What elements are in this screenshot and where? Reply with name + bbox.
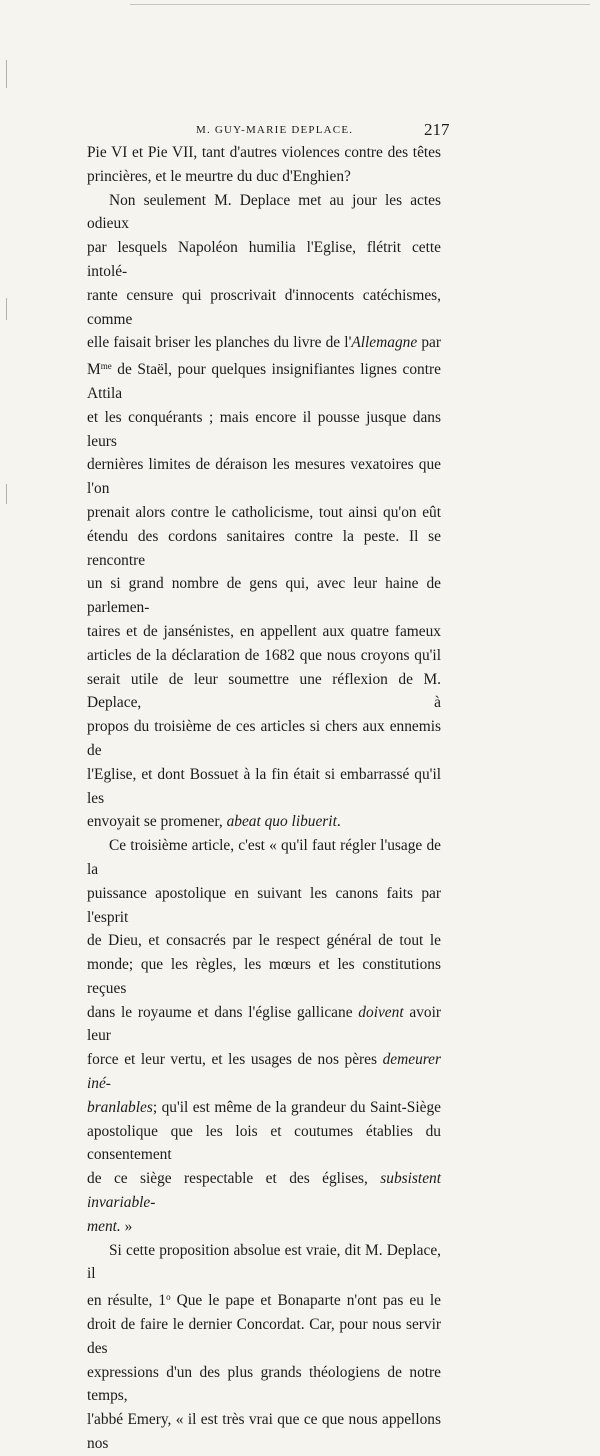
paragraph — [87, 834, 441, 1239]
text-line: Non seulement M. Deplace met au jour les actes odieux — [87, 191, 441, 233]
text-line: branlables; qu'il est même de la grandeur du Saint-Siège — [87, 1098, 441, 1116]
text-line: droit de faire le dernier Concordat. Car, pour nous servir des — [87, 1316, 441, 1357]
text-line: puissance apostolique en suivant les canons faits par l'esprit — [87, 884, 441, 926]
body-text — [87, 141, 441, 1456]
gutter-mark — [6, 298, 7, 320]
scan-edge-line — [130, 4, 590, 5]
text-line: de Dieu, et consacrés par le respect général de tout le — [87, 932, 441, 950]
text-line: articles de la déclaration de 1682 que nous croyons qu'il — [87, 646, 441, 664]
text-line: et les conquérants ; mais encore il pousse jusque dans leurs — [87, 408, 441, 450]
text-line: envoyait se promener, abeat quo libuerit. — [87, 813, 341, 831]
text-line: Si cette proposition absolue est vraie, dit M. Deplace, il — [87, 1241, 441, 1283]
text-line: propos du troisième de ces articles si chers aux ennemis de — [87, 718, 441, 759]
page-number: 217 — [424, 120, 450, 139]
text-line: Ce troisième article, c'est « qu'il faut régler l'usage de la — [87, 837, 441, 878]
paragraph — [87, 1239, 441, 1456]
gutter-mark — [6, 484, 7, 504]
text-line: $M^{me}$ de Staël, pour quelques insignifiantes lignes contre Attila — [87, 361, 441, 402]
text-line: en résulte, 1$^o$ Que le pape et Bonaparte n'ont pas eu le — [87, 1292, 441, 1310]
text-line: un si grand nombre de gens qui, avec leur haine de parlemen- — [87, 575, 441, 617]
text-line: dans le royaume et dans l'église gallicane doivent avoir leur — [87, 1003, 441, 1045]
text-line: princières, et le meurtre du duc d'Enghien? — [87, 167, 351, 185]
text-line: apostolique que les lois et coutumes établies du consentement — [87, 1122, 441, 1164]
text-line: l'Eglise, et dont Bossuet à la fin était si embarrassé qu'il les — [87, 765, 441, 807]
gutter-mark — [6, 60, 7, 88]
text-line: rante censure qui proscrivait d'innocents catéchismes, comme — [87, 286, 441, 328]
text-line: taires et de jansénistes, en appellent aux quatre fameux — [87, 622, 441, 640]
text-line: expressions d'un des plus grands théologiens de notre temps, — [87, 1363, 441, 1405]
text-line: étendu des cordons sanitaires contre la peste. Il se rencontre — [87, 527, 441, 569]
running-title: M. GUY-MARIE DEPLACE. — [196, 124, 354, 136]
text-line: serait utile de leur soumettre une réflexion de M. Deplace, à — [87, 670, 441, 712]
text-line: force et leur vertu, et les usages de nos pères demeurer iné- — [87, 1051, 441, 1093]
text-line: prenait alors contre le catholicisme, tout ainsi qu'on eût — [87, 503, 441, 521]
paragraph — [87, 189, 441, 835]
text-line: de ce siège respectable et des églises, subsistent invariable- — [87, 1170, 441, 1212]
text-line: ment. » — [87, 1217, 133, 1235]
text-line: l'abbé Emery, « il est très vrai que ce que nous appellons nos — [87, 1411, 441, 1453]
text-line: elle faisait briser les planches du livre de l'Allemagne par — [87, 334, 441, 352]
paragraph — [87, 141, 441, 189]
text-line: par lesquels Napoléon humilia l'Eglise, flétrit cette intolé- — [87, 239, 441, 280]
text-line: Pie VI et Pie VII, tant d'autres violences contre des têtes — [87, 144, 441, 161]
text-line: dernières limites de déraison les mesures vexatoires que l'on — [87, 456, 441, 498]
text-line: monde; que les règles, les mœurs et les constitutions reçues — [87, 956, 441, 997]
